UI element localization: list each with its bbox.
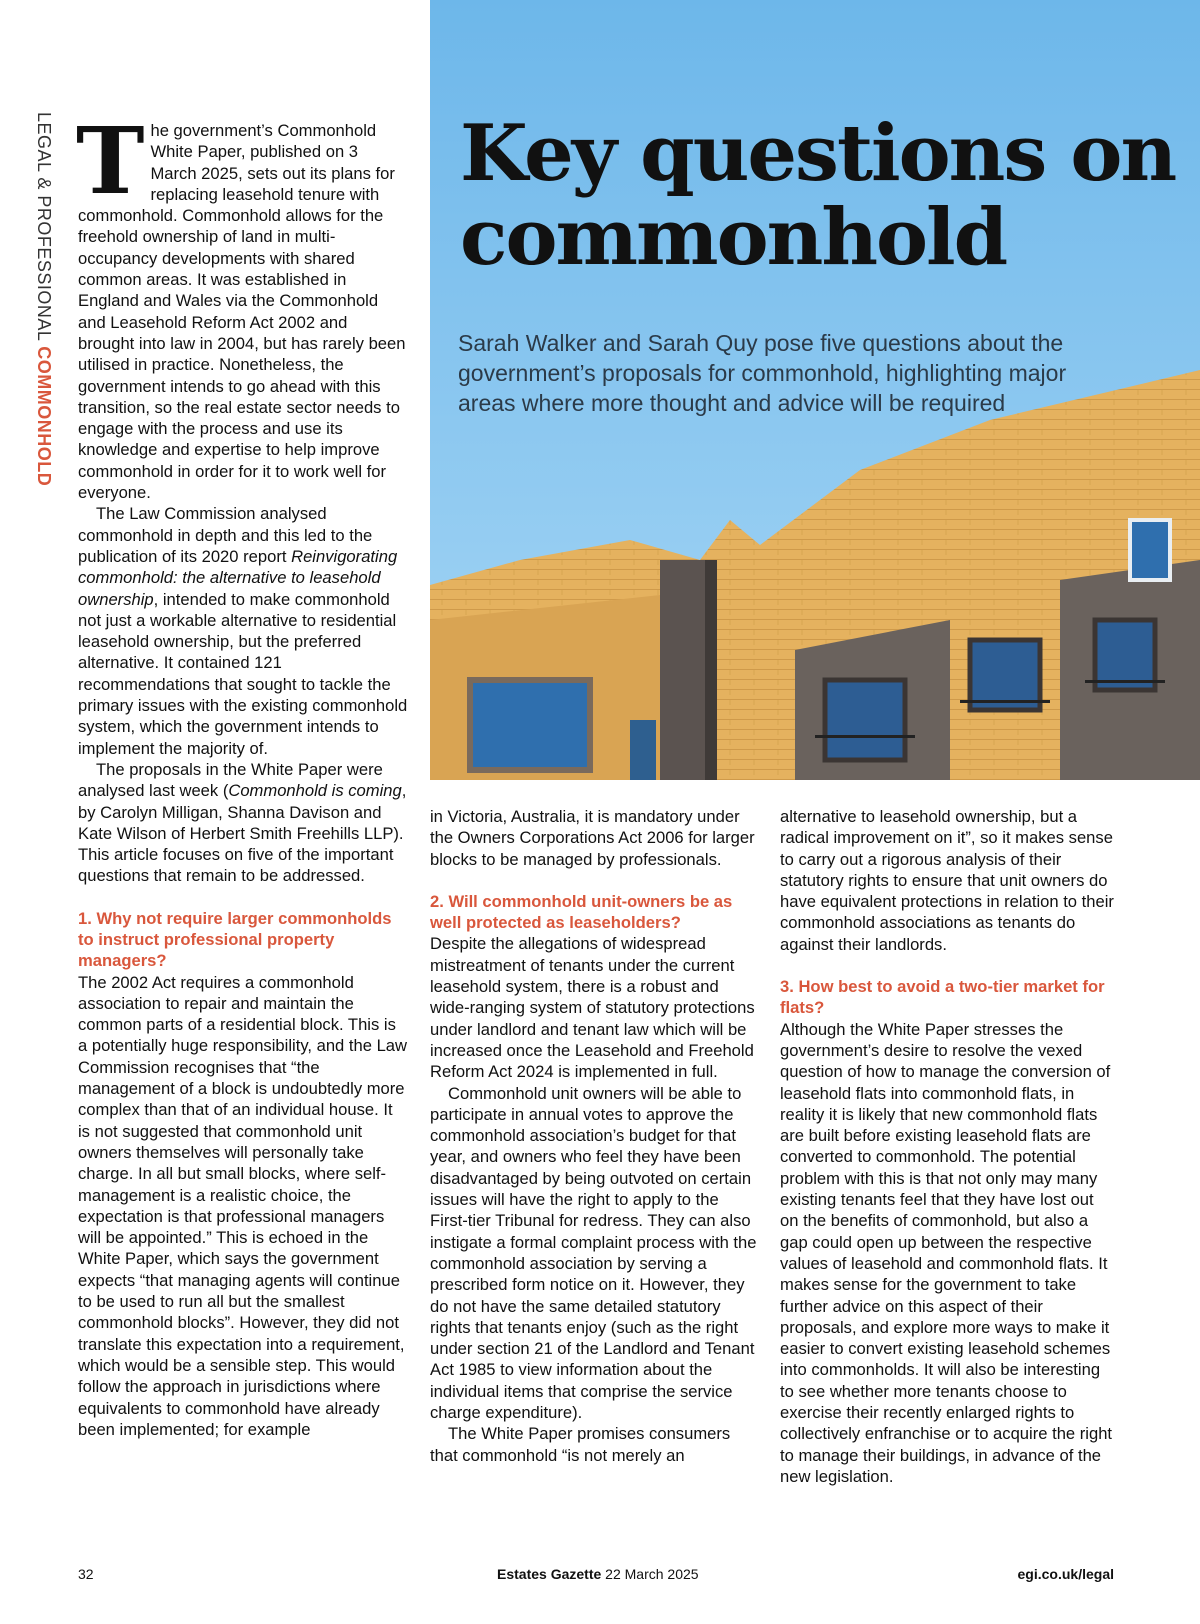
masthead: [497, 1566, 699, 1582]
article-reference: Commonhold is coming: [228, 781, 402, 801]
section-label: [28, 112, 54, 486]
article-column-1: [76, 107, 408, 1440]
article-title: Key questions on commonhold: [460, 108, 1176, 283]
paragraph: The proposals in the White Paper were analysed last week (Commonhold is coming, by Carolyn Milligan, Shanna Davison and Kate Wilson of Herbert Smith Freehills LLP). This article focuses on five of the important questions that remain to be addressed.: [78, 759, 407, 886]
paragraph: in Victoria, Australia, it is mandatory under the Owners Corporations Act 2006 for larger blocks to be managed by professionals.: [430, 807, 755, 869]
article-column-3: [780, 806, 1115, 1487]
website-link[interactable]: egi.co.uk/legal: [1017, 1566, 1114, 1582]
issue-date: 22 March 2025: [601, 1566, 699, 1582]
paragraph: The Law Commission analysed commonhold in depth and this led to the publication of its 2020 report Reinvigorating commonhold: the alternative to leasehold ownership, intended to make commonhold not just a workable alternative to residential leasehold ownership, but the preferred alternative. It contained 121 recommendations that sought to tackle the primary issues with the existing commonhold system, which the government intends to implement the majority of.: [78, 504, 408, 758]
section-topic: COMMONHOLD: [34, 346, 54, 487]
question-heading-1: 1. Why not require larger commonholds to instruct professional property managers?: [78, 908, 392, 971]
intro-paragraph: The government’s Commonhold White Paper, published on 3 March 2025, sets out its plans for replacing leasehold tenure with commonhold. Commonhold allows for the freehold ownership of land in multi-occupancy developments with shared common areas. It was established in England and Wales via the Commonhold and Leasehold Reform Act 2002 and brought into law in 2004, but has rarely been utilised in practice. Nonetheless, the government intends to go ahead with this transition, so the real estate sector needs to engage with the process and use its knowledge and expertise to help improve commonhold in order for it to work well for everyone.: [76, 107, 406, 503]
question-heading-2: 2. Will commonhold unit-owners be as well protected as leaseholders?: [430, 891, 733, 933]
paragraph: The 2002 Act requires a commonhold association to repair and maintain the common parts of a residential block. This is a potentially huge responsibility, and the Law Commission recognises that “the management of a block is undoubtedly more complex than that of an individual house. It is not suggested that commonhold unit owners themselves will personally take charge. In all but small blocks, where self-management is a realistic choice, the expectation is that professional managers will be appointed.” This is echoed in the White Paper, which says the government expects “that managing agents will continue to be used to run all but the smallest commonhold blocks”. However, they did not translate this expectation into a requirement, which would be a sensible step. This would follow the approach in jurisdictions where equivalents to commonhold have already been implemented; for example: [78, 972, 408, 1439]
question-heading-3: 3. How best to avoid a two-tier market for flats?: [780, 977, 1105, 1018]
paragraph: Although the White Paper stresses the government’s desire to resolve the vexed question of how to manage the conversion of leasehold flats into commonhold flats, in reality it is likely that new commonhold flats are built before existing leasehold flats are converted to commonhold. The potential problem with this is that not only may many existing tenants feel that they have lost out on the benefits of commonhold, but also a gap could open up between the respective values of leasehold and commonhold flats. It makes sense for the government to take further advice on this aspect of their proposals, and explore more ways to make it easier to convert existing leasehold schemes into commonholds. It will also be interesting to see whether more tenants choose to exercise their recently enlarged rights to collectively enfranchise or to acquire the right to manage their buildings, in advance of the new legislation.: [780, 1019, 1113, 1486]
report-title: Reinvigorating commonhold: the alternative to leasehold ownership: [78, 546, 398, 609]
publication-name: Estates Gazette: [497, 1566, 602, 1582]
paragraph: alternative to leasehold ownership, but a radical improvement on it”, so it makes sense to carry out a rigorous analysis of their statutory rights to ensure that unit owners do have equivalent protections in relation to their commonhold associations as tenants do against their landlords.: [780, 807, 1114, 954]
paragraph: Despite the allegations of widespread mistreatment of tenants under the current leasehold system, there is a robust and wide-ranging system of statutory protections under landlord and tenant law which will be increased once the Leasehold and Freehold Reform Act 2024 is implemented in full.: [430, 934, 755, 1082]
section-category: LEGAL & PROFESSIONAL: [34, 112, 54, 347]
article-column-2: [430, 806, 760, 1466]
page-number: 32: [78, 1566, 94, 1582]
paragraph: The White Paper promises consumers that commonhold “is not merely an: [430, 1424, 731, 1465]
paragraph: Commonhold unit owners will be able to participate in annual votes to approve the commonhold association’s budget for that year, and owners who feel they have been disadvantaged by being outvoted on certain issues will have the right to apply to the First-tier Tribunal for redress. They can also instigate a formal complaint process with the commonhold association by serving a prescribed form notice on it. However, they do not have the same detailed statutory rights that tenants enjoy (such as the right under section 21 of the Landlord and Tenant Act 1985 to view information about the individual items that comprise the service charge expenditure).: [430, 1083, 757, 1423]
article-standfirst: Sarah Walker and Sarah Quy pose five questions about the government’s proposals for commonhold, highlighting major areas where more thought and advice will be required: [458, 330, 1067, 416]
drop-cap: T: [76, 107, 145, 215]
